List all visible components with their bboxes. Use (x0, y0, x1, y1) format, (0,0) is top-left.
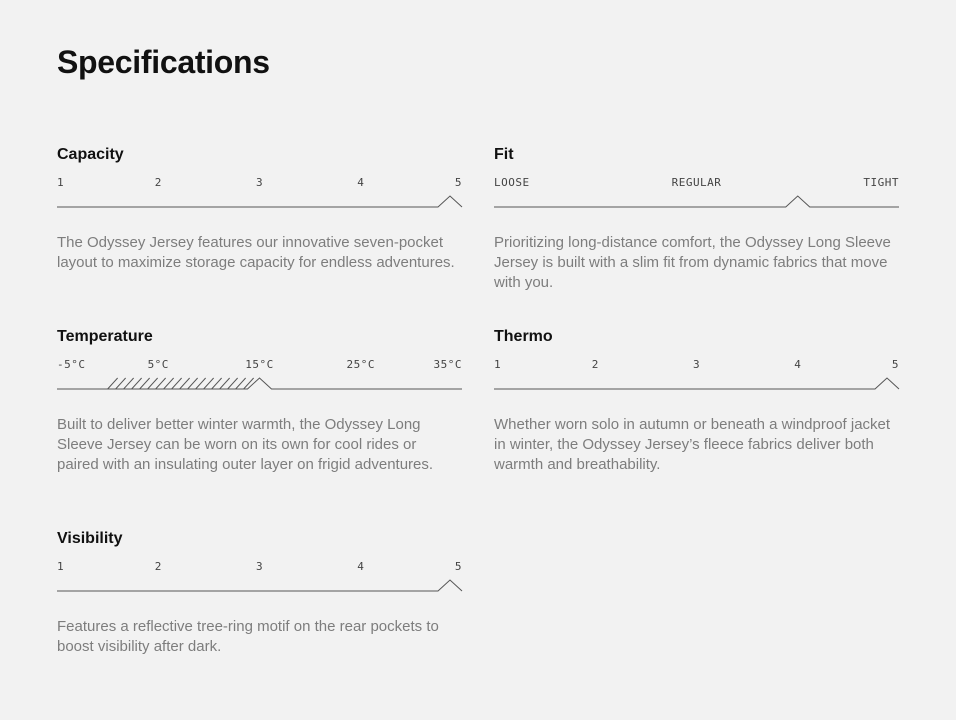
spec-fit (494, 145, 899, 293)
scale-tick-label: 35°C (433, 358, 462, 371)
scale-track (57, 571, 462, 595)
spec-visibility (57, 529, 462, 657)
scale-tick-label: 5 (454, 176, 462, 189)
range-hatch (164, 378, 174, 389)
spec-name: Capacity (57, 146, 124, 163)
spec-scale (494, 357, 899, 419)
range-hatch (236, 378, 246, 389)
spec-name: Fit (494, 146, 514, 163)
scale-tick-label: LOOSE (494, 176, 530, 189)
range-hatch (180, 378, 190, 389)
spec-scale (494, 175, 899, 237)
scale-tick-label: 1 (57, 176, 65, 189)
scale-tick-label: REGULAR (671, 176, 722, 189)
scale-tick-label: 1 (494, 358, 502, 371)
scale-tick-label: 5 (891, 358, 899, 371)
range-hatch (140, 378, 150, 389)
range-hatch (148, 378, 158, 389)
scale-tick-label: -5°C (57, 358, 86, 371)
range-hatch (188, 378, 198, 389)
scale-tick-label: 3 (692, 358, 701, 371)
spec-name: Thermo (494, 328, 553, 345)
scale-tick-label: 15°C (245, 358, 274, 371)
range-hatch (228, 378, 238, 389)
range-hatch (116, 378, 126, 389)
scale-line-marker (494, 196, 899, 207)
scale-tick-label: 3 (255, 560, 264, 573)
spec-description: The Odyssey Jersey features our innovative seven-pocket layout to maximize storage capacity for endless adventures. (57, 234, 455, 271)
scale-track (494, 369, 899, 393)
range-hatch (156, 378, 166, 389)
scale-line-marker (57, 196, 462, 207)
range-hatch (108, 378, 118, 389)
scale-tick-label: 1 (57, 560, 65, 573)
spec-scale (57, 357, 462, 419)
scale-track (57, 369, 462, 393)
scale-tick-label: 4 (357, 176, 365, 189)
scale-tick-label: 5 (454, 560, 462, 573)
scale-tick-label: 4 (794, 358, 802, 371)
scale-line-marker (494, 378, 899, 389)
range-hatch (204, 378, 214, 389)
range-hatch (220, 378, 230, 389)
scale-tick-label: 2 (154, 560, 162, 573)
scale-track (57, 187, 462, 211)
range-hatch (124, 378, 134, 389)
scale-tick-label: 2 (154, 176, 162, 189)
scale-tick-label: 2 (591, 358, 599, 371)
range-hatch (132, 378, 142, 389)
spec-description: Features a reflective tree-ring motif on the rear pockets to boost visibility after dark. (57, 618, 439, 655)
spec-temperature (57, 327, 462, 475)
spec-description: Built to deliver better winter warmth, the Odyssey Long Sleeve Jersey can be worn on its own for cool rides or paired with an insulating outer layer on frigid adventures. (57, 416, 434, 473)
spec-name: Temperature (57, 328, 153, 345)
spec-capacity (57, 145, 462, 273)
spec-name: Visibility (57, 530, 123, 547)
scale-line-marker (57, 580, 462, 591)
spec-scale (57, 559, 462, 621)
scale-tick-label: 5°C (147, 358, 169, 371)
spec-description: Prioritizing long-distance comfort, the Odyssey Long Sleeve Jersey is built with a slim fit from dynamic fabrics that move with you. (494, 234, 891, 291)
spec-scale (57, 175, 462, 237)
spec-description: Whether worn solo in autumn or beneath a windproof jacket in winter, the Odyssey Jersey’s fleece fabrics deliver both warmth and breathability. (494, 416, 891, 473)
page-title: Specifications (57, 44, 270, 80)
scale-tick-label: 3 (255, 176, 264, 189)
range-hatch (196, 378, 206, 389)
spec-thermo (494, 327, 899, 475)
scale-tick-label: 4 (357, 560, 365, 573)
scale-tick-label: TIGHT (863, 176, 899, 189)
scale-track (494, 187, 899, 211)
range-hatch (172, 378, 182, 389)
range-hatch (212, 378, 222, 389)
scale-tick-label: 25°C (346, 358, 375, 371)
